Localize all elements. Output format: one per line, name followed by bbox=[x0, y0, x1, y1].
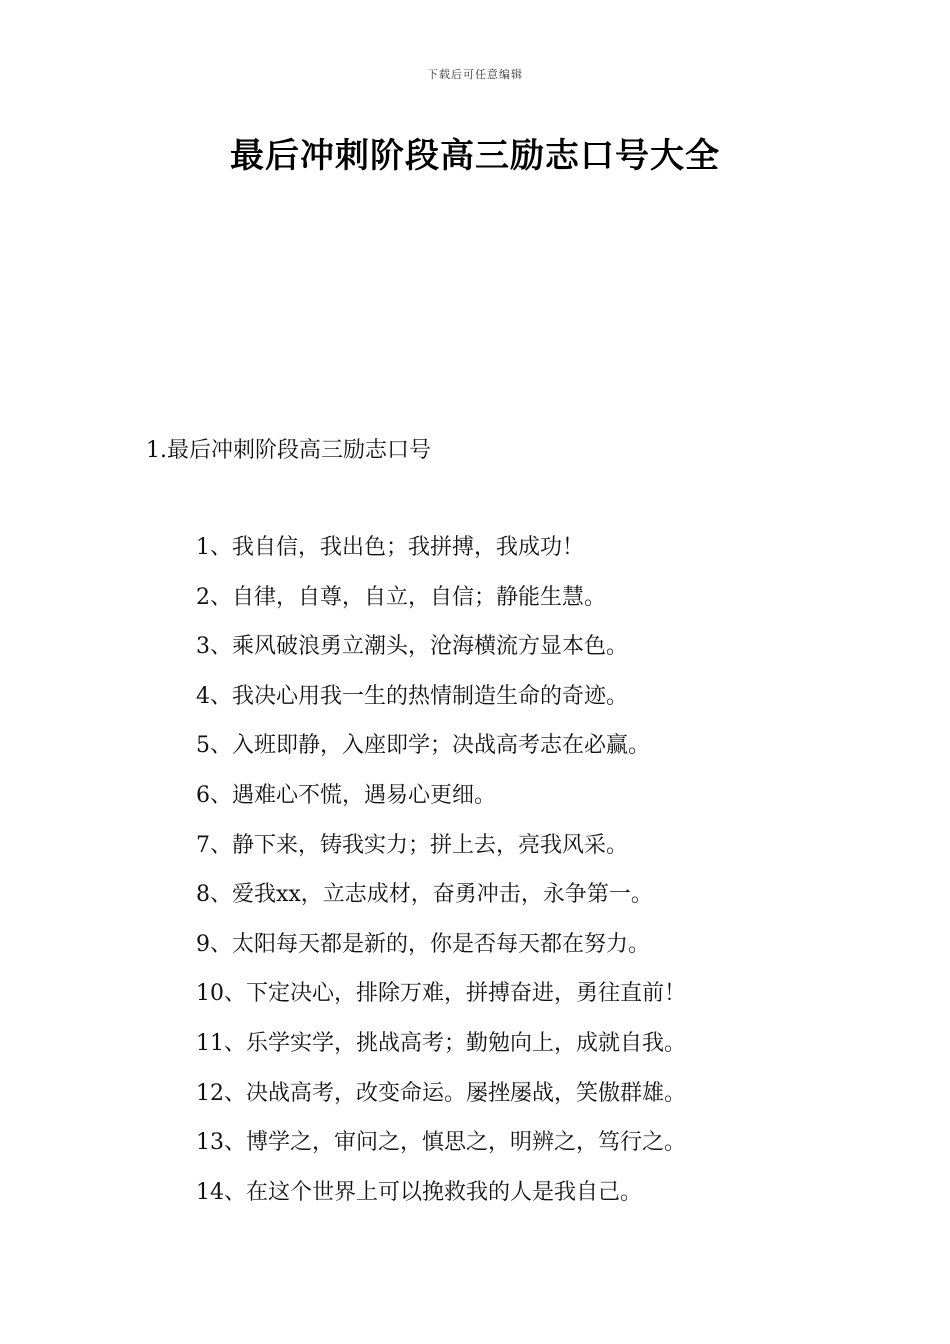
slogan-item: 9、太阳每天都是新的，你是否每天都在努力。 bbox=[196, 931, 650, 957]
slogan-item: 2、自律，自尊，自立，自信；静能生慧。 bbox=[196, 584, 606, 610]
slogan-item: 13、博学之，审问之，慎思之，明辨之，笃行之。 bbox=[196, 1130, 686, 1156]
slogan-item: 6、遇难心不慌，遇易心更细。 bbox=[196, 782, 496, 808]
slogan-item: 8、爱我xx，立志成材，奋勇冲击，永争第一。 bbox=[196, 882, 653, 908]
slogan-item: 1、我自信，我出色；我拼搏，我成功！ bbox=[196, 535, 584, 560]
slogan-item: 5、入班即静，入座即学；决战高考志在必赢。 bbox=[196, 733, 650, 759]
slogan-item: 3、乘风破浪勇立潮头，沧海横流方显本色。 bbox=[196, 634, 628, 660]
slogan-item: 7、静下来，铸我实力；拼上去，亮我风采。 bbox=[196, 832, 628, 858]
header-note: 下载后可任意编辑 bbox=[427, 68, 523, 81]
slogan-list bbox=[196, 533, 686, 1227]
document-title: 最后冲刺阶段高三励志口号大全 bbox=[230, 136, 720, 176]
slogan-item: 4、我决心用我一生的热情制造生命的奇迹。 bbox=[196, 683, 628, 709]
slogan-item: 10、下定决心，排除万难，拼搏奋进，勇往直前！ bbox=[196, 981, 686, 1007]
slogan-item: 12、决战高考，改变命运。屡挫屡战，笑傲群雄。 bbox=[196, 1080, 686, 1106]
slogan-item: 14、在这个世界上可以挽救我的人是我自己。 bbox=[196, 1179, 642, 1205]
section-heading: 1.最后冲刺阶段高三励志口号 bbox=[146, 438, 431, 463]
slogan-item: 11、乐学实学，挑战高考；勤勉向上，成就自我。 bbox=[196, 1030, 686, 1056]
